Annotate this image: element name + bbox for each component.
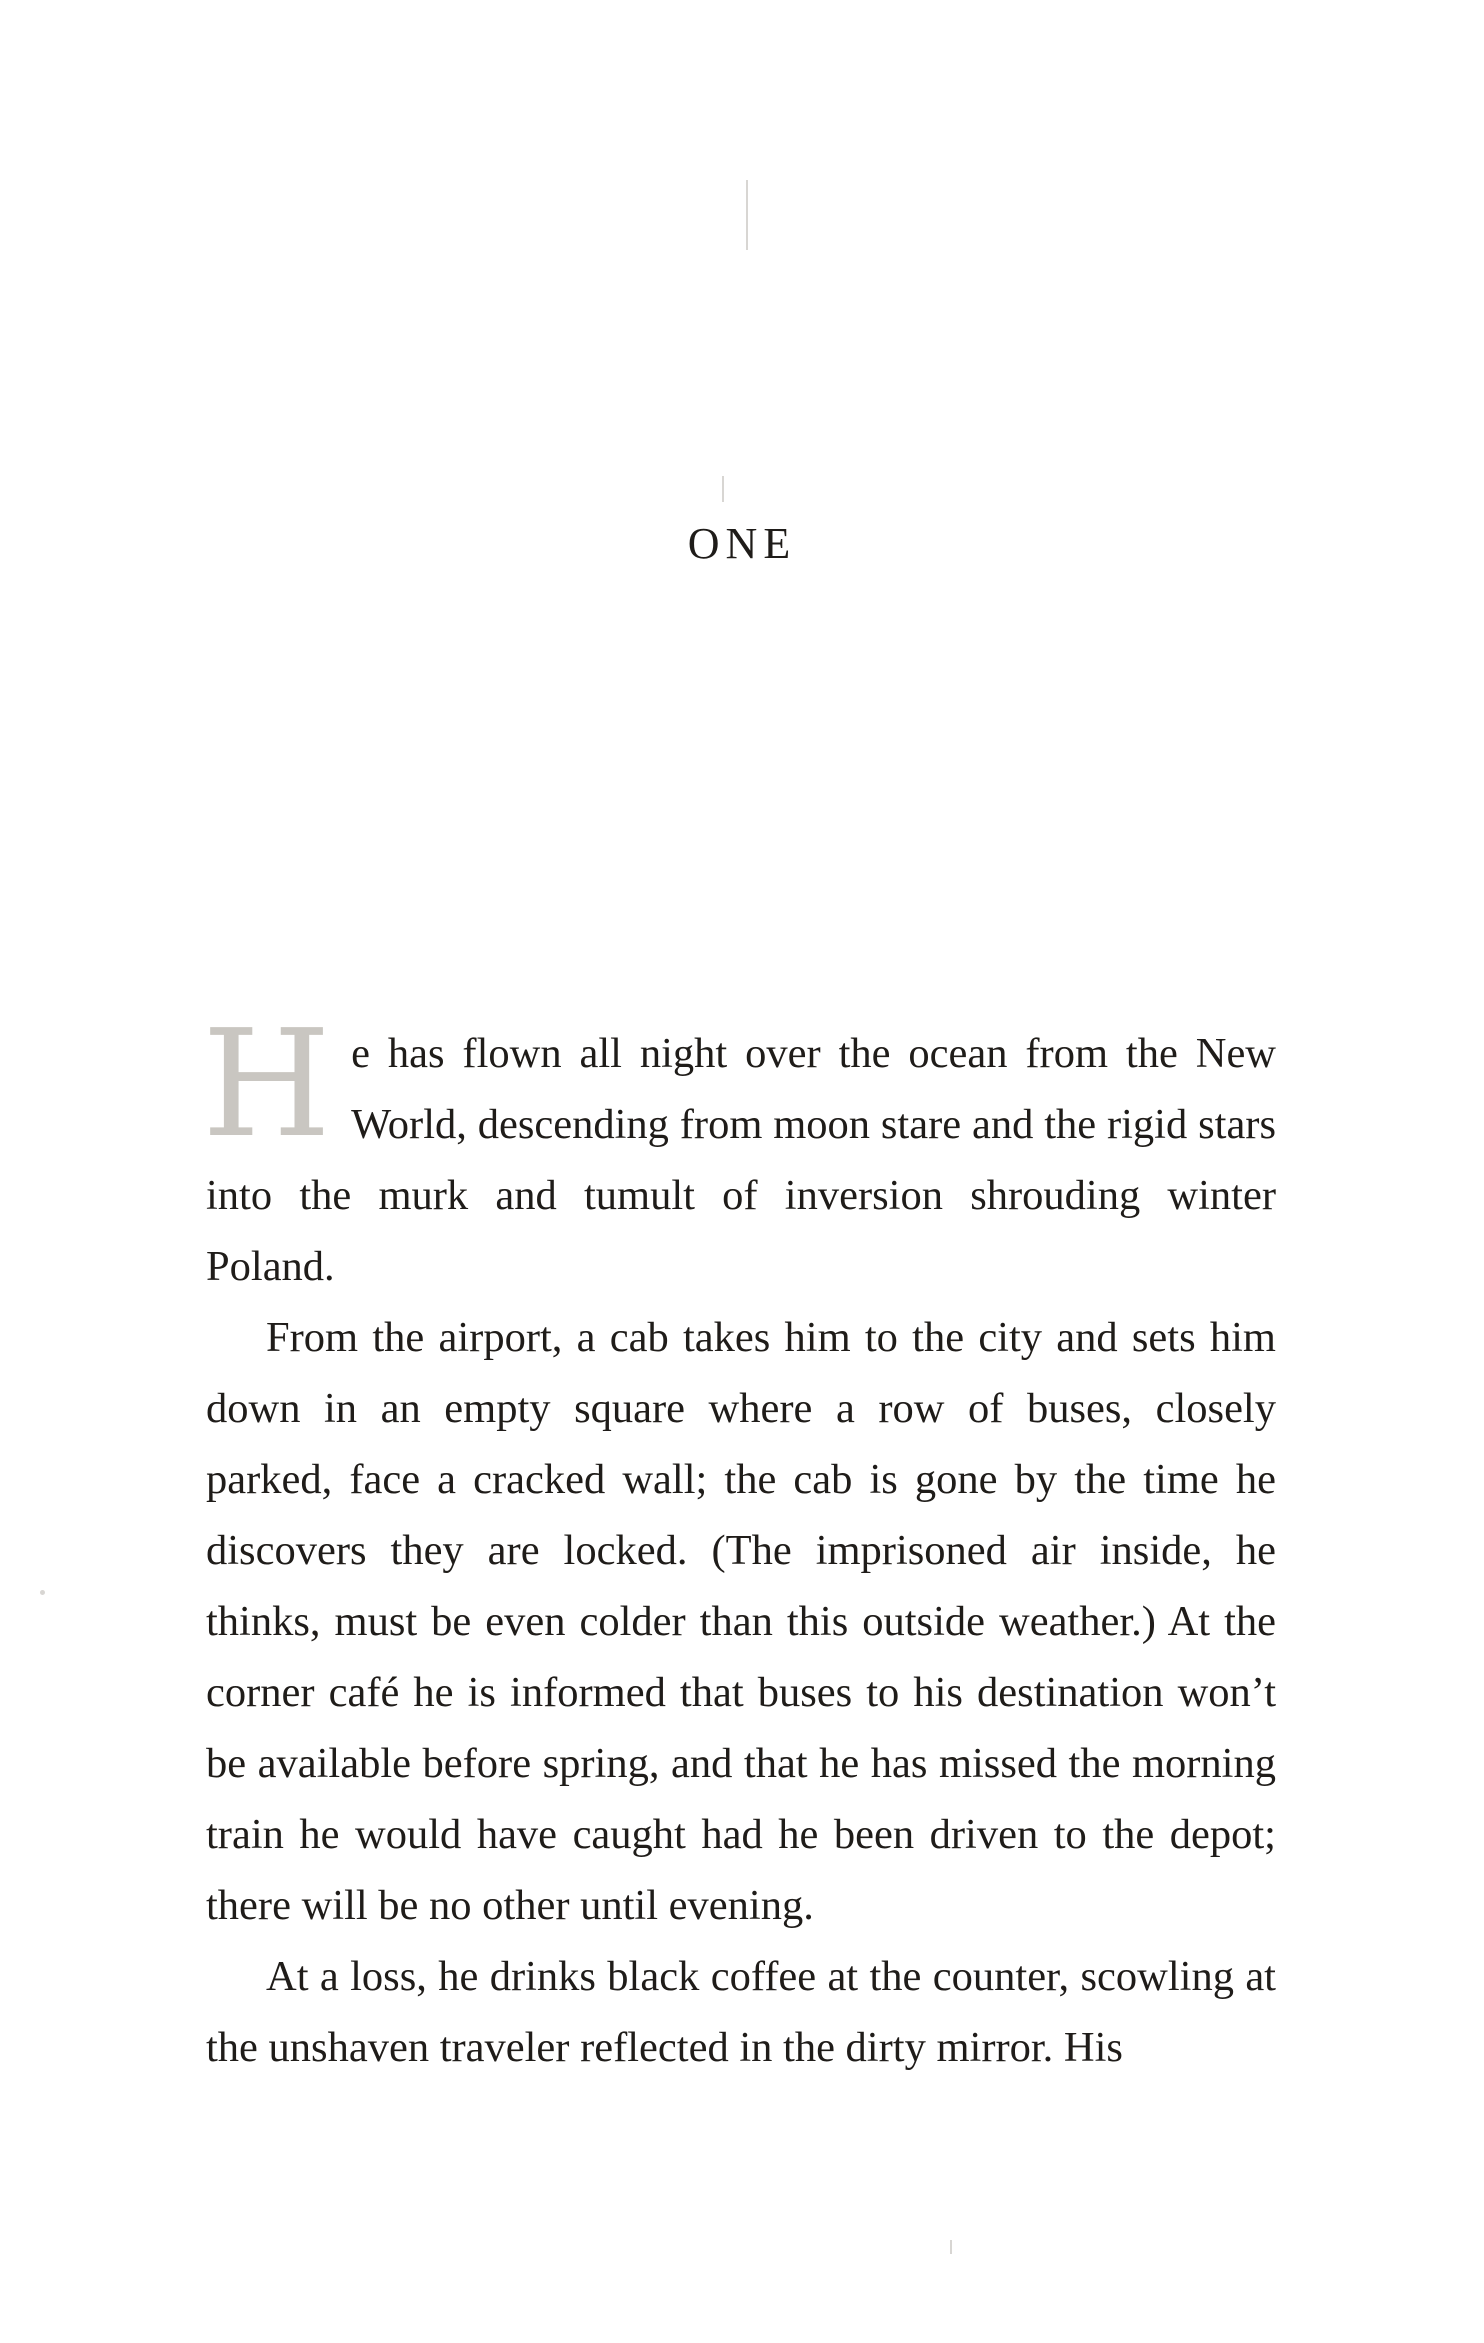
scan-artifact — [40, 1590, 45, 1595]
scan-artifact — [950, 2240, 952, 2254]
chapter-title: ONE — [687, 519, 797, 568]
scan-artifact — [722, 476, 724, 502]
drop-cap: H — [202, 998, 332, 1170]
paragraph-1-text: e has flown all night over the ocean from the New World, descending from moon stare and the rigid stars into the murk and tumult of inversion shrouding winter Poland. — [206, 1030, 1276, 1290]
scan-artifact — [746, 180, 748, 250]
paragraph-2: From the airport, a cab takes him to the city and sets him down in an empty square where a row of buses, closely parked, face a cracked wall; the cab is gone by the time he discovers they are locked. (The imprisoned air inside, he thinks, must be even colder than this outside weather.) At the corner café he is informed that buses to his destination won’t be available before spring, and that he has missed the morning train he would have caught had he been driven to the depot; there will be no other until evening. — [206, 1314, 1276, 1929]
chapter-body — [202, 998, 1276, 2083]
paragraph-1 — [202, 998, 1276, 1302]
paragraph-3: At a loss, he drinks black coffee at the counter, scowling at the unshaven traveler reflected in the dirty mirror. His — [206, 1953, 1276, 2071]
